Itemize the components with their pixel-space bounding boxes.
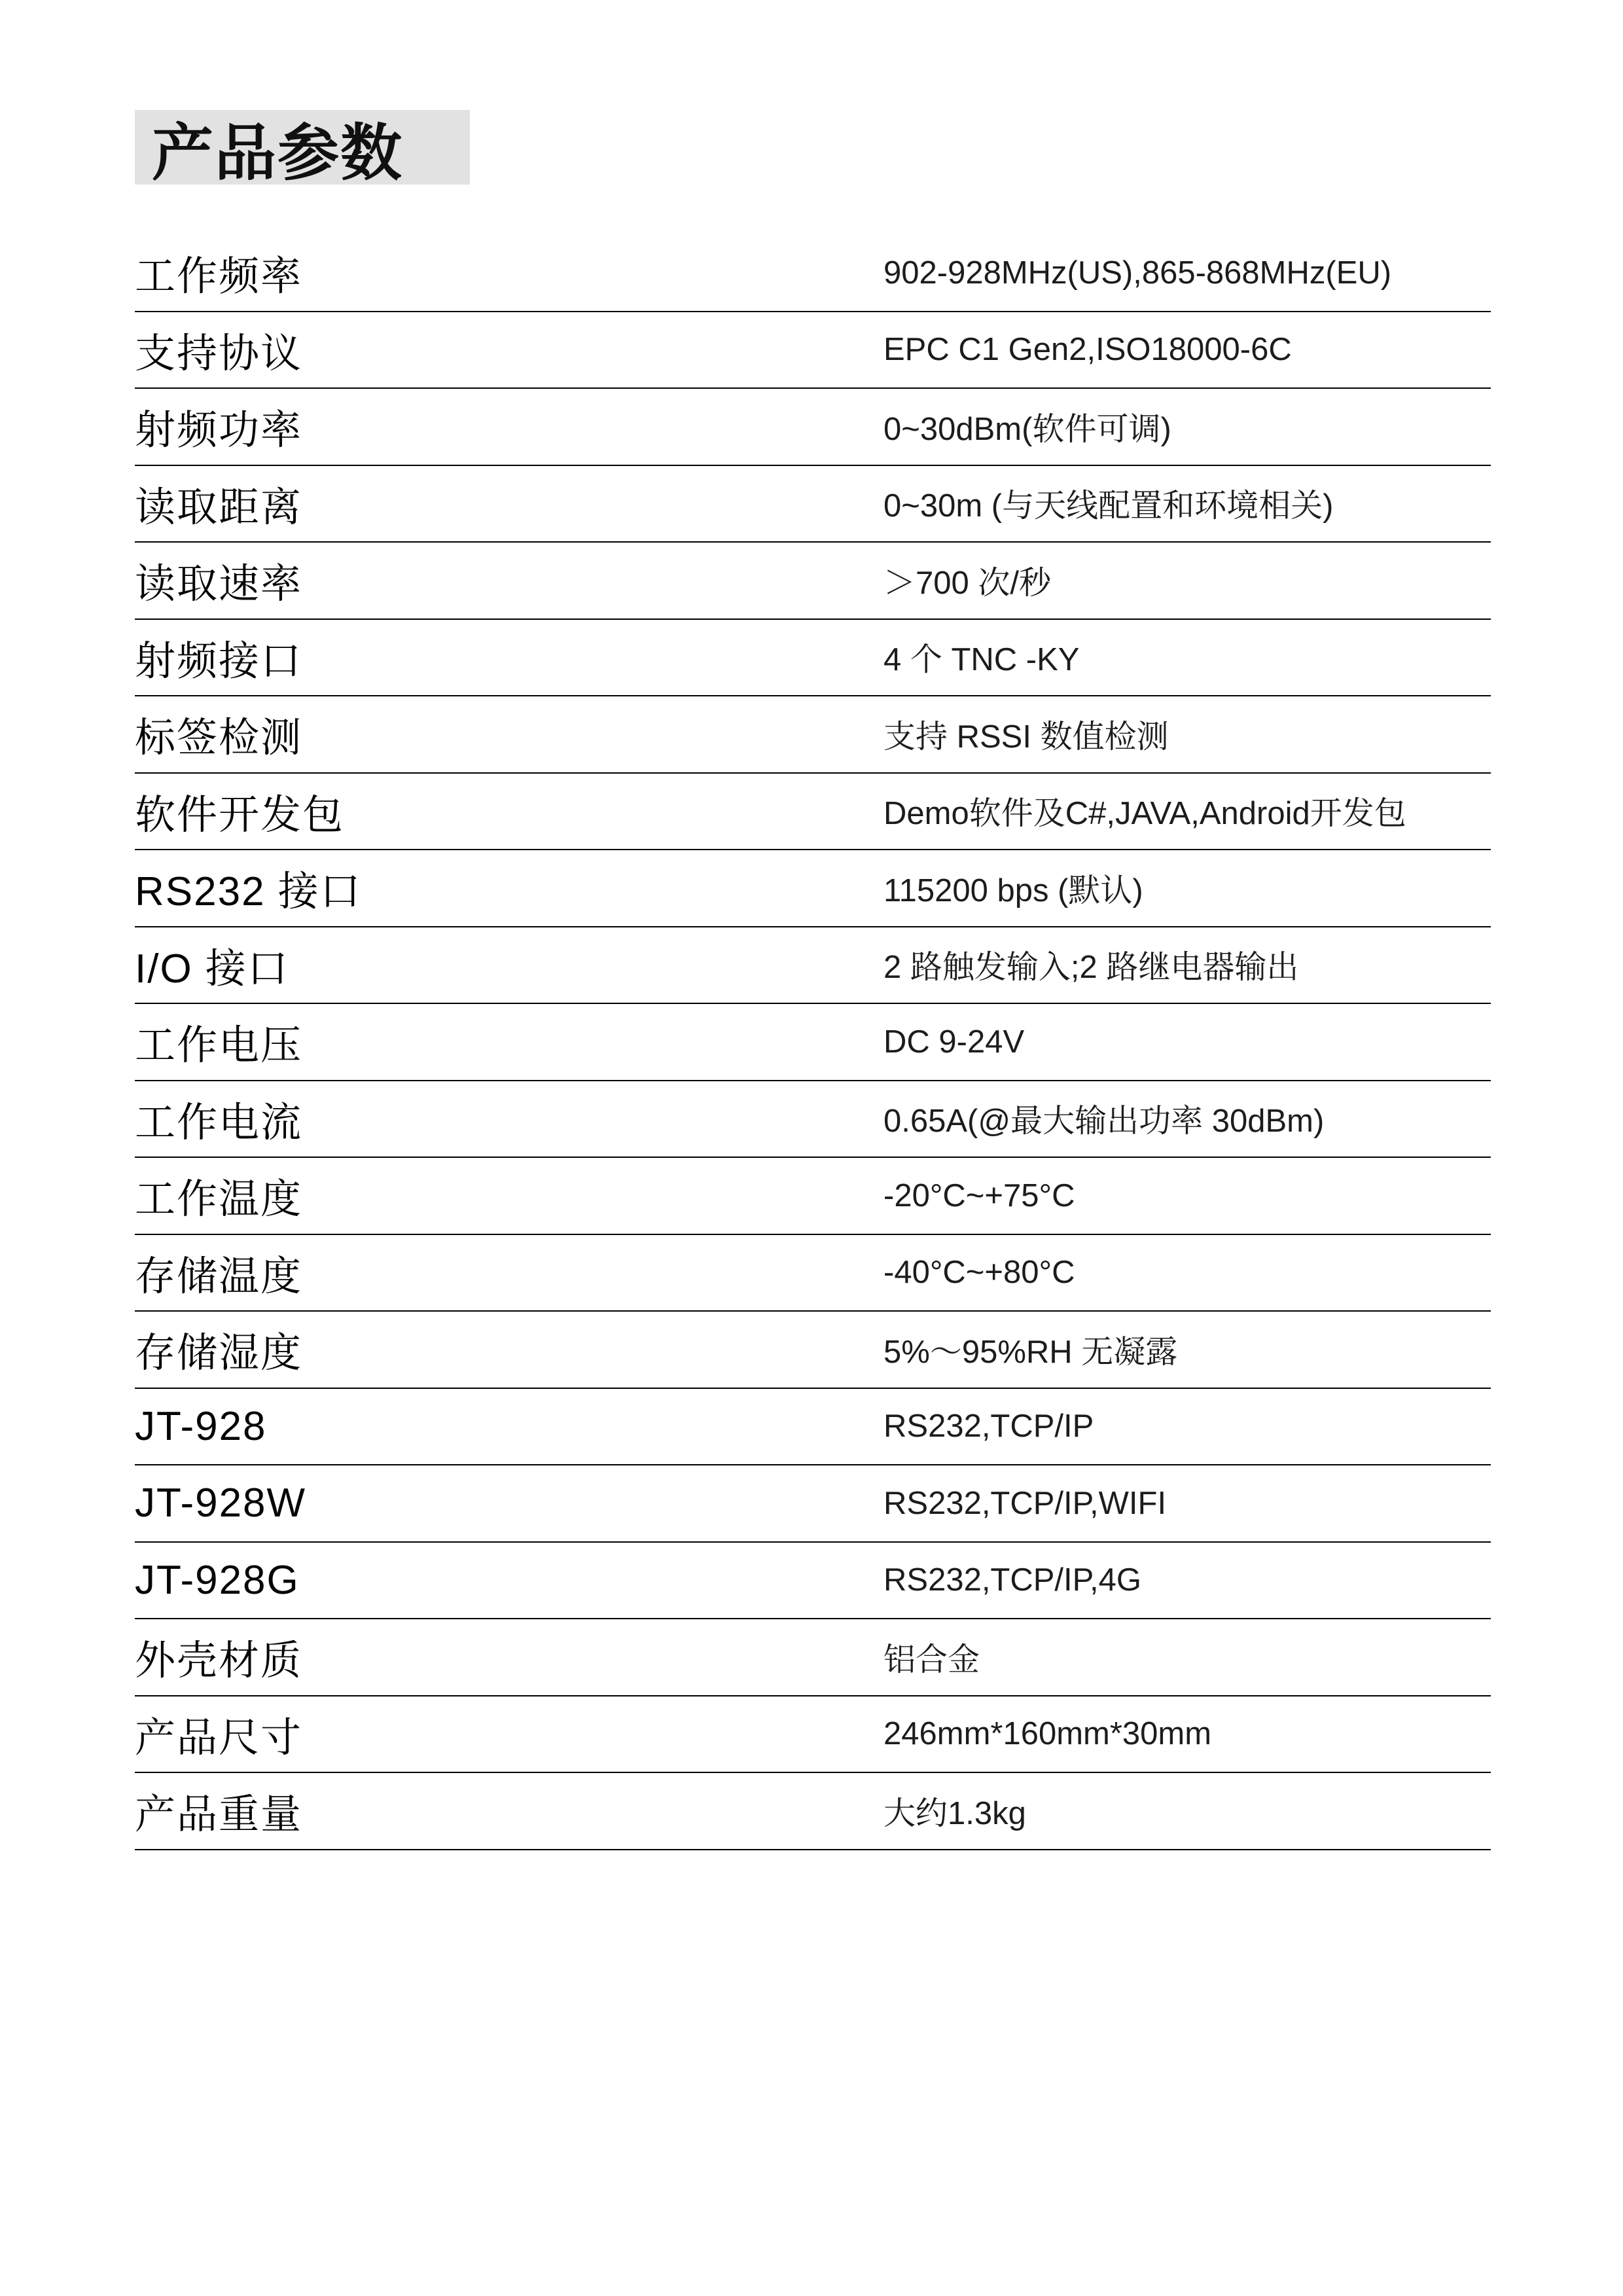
spec-value: -40°C~+80°C [883,1255,1075,1291]
spec-label: 读取速率 [135,562,303,607]
table-row [135,1312,1491,1389]
table-row [135,1081,1491,1158]
spec-label: 软件开发包 [135,792,345,838]
spec-value: Demo软件及C#,JAVA,Android开发包 [883,796,1406,832]
table-row [135,543,1491,620]
spec-label: I/O 接口 [135,946,289,992]
spec-value: 大约1.3kg [883,1795,1026,1831]
spec-label: 射频接口 [135,638,303,684]
spec-value: RS232,TCP/IP,WIFI [883,1485,1167,1521]
spec-label: 外壳材质 [135,1638,303,1684]
table-row [135,1543,1491,1620]
spec-label: 存储温度 [135,1253,303,1299]
table-row [135,1773,1491,1850]
spec-value: 4 个 TNC -KY [883,642,1080,678]
spec-label: JT-928 [135,1403,267,1449]
spec-value: 支持 RSSI 数值检测 [883,719,1169,755]
spec-label: RS232 接口 [135,869,362,915]
spec-value: EPC C1 Gen2,ISO18000-6C [883,332,1292,368]
spec-value: ＞700 次/秒 [883,565,1051,601]
spec-label: 标签检测 [135,715,303,761]
spec-label: 支持协议 [135,331,303,376]
page-title-text: 产品参数 [152,118,404,187]
spec-value: 2 路触发输入;2 路继电器输出 [883,950,1299,986]
table-row [135,1465,1491,1543]
spec-value: 0.65A(@最大输出功率 30dBm) [883,1103,1325,1139]
spec-value: 115200 bps (默认) [883,872,1143,908]
spec-label: JT-928G [135,1557,300,1603]
table-row [135,927,1491,1005]
table-row [135,1235,1491,1312]
spec-value: 902-928MHz(US),865-868MHz(EU) [883,255,1392,291]
table-row [135,1004,1491,1081]
table-row [135,1158,1491,1235]
table-row [135,1389,1491,1466]
spec-label: 工作频率 [135,254,303,300]
spec-value: 铝合金 [883,1641,980,1677]
spec-label: 产品尺寸 [135,1715,303,1761]
table-row [135,1696,1491,1774]
table-row [135,235,1491,312]
spec-value: DC 9-24V [883,1024,1025,1060]
spec-label: JT-928W [135,1480,307,1526]
page-title [135,110,470,185]
table-row [135,312,1491,389]
table-row [135,696,1491,774]
table-row [135,466,1491,543]
spec-label: 射频功率 [135,408,303,454]
spec-value: 246mm*160mm*30mm [883,1716,1212,1752]
spec-label: 工作电压 [135,1023,303,1069]
table-row [135,1619,1491,1696]
spec-label: 工作电流 [135,1100,303,1145]
spec-label: 产品重量 [135,1792,303,1838]
spec-value: 0~30m (与天线配置和环境相关) [883,488,1334,524]
spec-value: RS232,TCP/IP,4G [883,1562,1142,1598]
table-row [135,389,1491,466]
spec-label: 存储湿度 [135,1331,303,1376]
spec-table [135,235,1491,1850]
spec-label: 工作温度 [135,1177,303,1223]
spec-value: 0~30dBm(软件可调) [883,411,1171,447]
spec-value: RS232,TCP/IP [883,1408,1094,1444]
table-row [135,850,1491,927]
spec-label: 读取距离 [135,484,303,530]
spec-value: 5%～95%RH 无凝露 [883,1334,1178,1370]
table-row [135,774,1491,851]
table-row [135,620,1491,697]
spec-value: -20°C~+75°C [883,1177,1075,1213]
